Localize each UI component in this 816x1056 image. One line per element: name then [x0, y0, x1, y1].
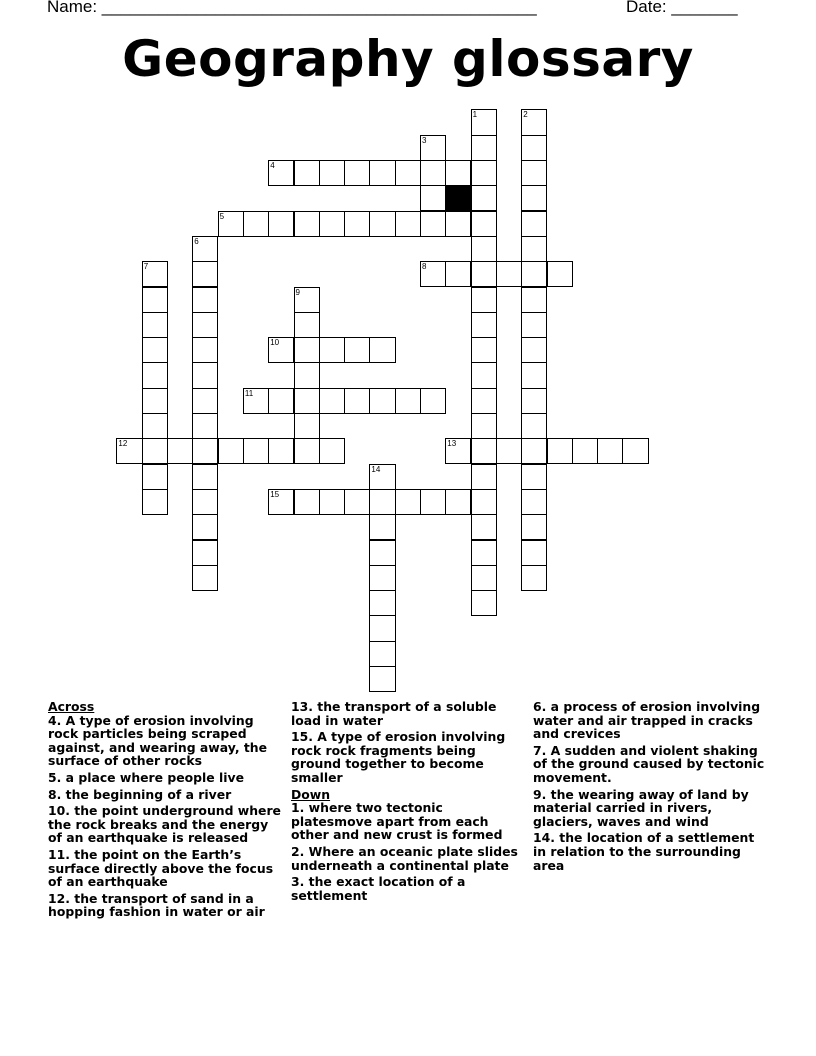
name-line[interactable]: Name: ______________________________________________	[47, 0, 537, 16]
clue-across-5	[48, 771, 284, 785]
grid-cell[interactable]	[369, 489, 395, 515]
grid-cell[interactable]	[344, 489, 370, 515]
cell-number: 9	[295, 287, 300, 297]
clue-across-10	[48, 804, 284, 845]
grid-cell[interactable]	[344, 211, 370, 237]
grid-cell[interactable]	[192, 438, 218, 464]
grid-cell[interactable]	[622, 438, 648, 464]
clue-down-3	[291, 875, 527, 902]
cell-number: 4	[270, 161, 275, 170]
clue-number: 5.	[48, 769, 62, 785]
clue-number: 12.	[48, 890, 70, 906]
clue-text: the location of a settlement in relation to the surrounding area	[533, 830, 755, 873]
grid-cell[interactable]	[471, 514, 497, 540]
grid-cell[interactable]	[471, 109, 497, 135]
grid-cell[interactable]	[344, 388, 370, 414]
grid-cell[interactable]	[319, 438, 345, 464]
clue-number: 3.	[291, 874, 305, 890]
grid-cell[interactable]	[192, 236, 218, 262]
grid-cell[interactable]	[294, 388, 320, 414]
grid-cell[interactable]	[445, 438, 471, 464]
cell-number: 6	[194, 236, 199, 246]
grid-cell[interactable]	[521, 109, 547, 135]
grid-cell[interactable]	[142, 287, 168, 313]
grid-cell[interactable]	[420, 388, 446, 414]
grid-cell[interactable]	[369, 514, 395, 540]
cell-number: 11	[244, 388, 254, 398]
grid-cell[interactable]	[521, 135, 547, 161]
grid-cell[interactable]	[369, 540, 395, 566]
grid-cell[interactable]	[294, 337, 320, 363]
grid-cell[interactable]	[471, 211, 497, 237]
grid-cell[interactable]	[420, 135, 446, 161]
grid-cell[interactable]	[395, 211, 421, 237]
grid-cell[interactable]	[192, 261, 218, 287]
grid-cell[interactable]	[142, 464, 168, 490]
grid-cell[interactable]	[369, 565, 395, 591]
grid-cell[interactable]	[294, 489, 320, 515]
clue-number: 10.	[48, 803, 70, 819]
clue-text: the point underground where the rock breaks and the energy of an earthquake is released	[48, 803, 281, 846]
grid-cell[interactable]	[369, 590, 395, 616]
cell-number: 15	[270, 489, 280, 499]
grid-cell[interactable]	[142, 261, 168, 287]
grid-cell[interactable]	[395, 489, 421, 515]
grid-cell[interactable]	[521, 261, 547, 287]
grid-cell[interactable]	[521, 413, 547, 439]
grid-cell[interactable]	[521, 236, 547, 262]
grid-cell[interactable]	[471, 287, 497, 313]
cell-number: 1	[472, 110, 478, 120]
clue-text: A sudden and violent shaking of the ground caused by tectonic movement.	[533, 742, 765, 785]
grid-cell[interactable]	[243, 388, 269, 414]
clue-down-2	[291, 845, 527, 872]
clue-across-13	[291, 700, 527, 727]
grid-cell[interactable]	[268, 211, 294, 237]
grid-cell[interactable]	[268, 438, 294, 464]
grid-cell[interactable]	[445, 211, 471, 237]
grid-cell[interactable]	[521, 337, 547, 363]
clue-across-4	[48, 714, 284, 768]
grid-cell[interactable]	[471, 236, 497, 262]
grid-cell[interactable]	[369, 615, 395, 641]
clue-across-8	[48, 788, 284, 802]
grid-cell[interactable]	[294, 160, 320, 186]
grid-cell[interactable]	[319, 160, 345, 186]
clue-across-11	[48, 848, 284, 889]
clues-column-3	[533, 700, 769, 875]
grid-cell[interactable]	[192, 464, 218, 490]
clue-text: A type of erosion involving rock rock fragments being ground together to become smaller	[291, 729, 506, 785]
grid-cell[interactable]	[243, 211, 269, 237]
grid-cell[interactable]	[369, 160, 395, 186]
clue-number: 15.	[291, 729, 313, 745]
clue-text: a process of erosion involving water and air trapped in cracks and crevices	[533, 699, 761, 742]
grid-cell[interactable]	[496, 438, 522, 464]
grid-cell[interactable]	[471, 362, 497, 388]
clue-number: 14.	[533, 830, 555, 846]
clues-column-2	[291, 700, 527, 905]
clue-number: 7.	[533, 742, 547, 758]
grid-cell[interactable]	[471, 337, 497, 363]
cell-number: 8	[422, 262, 427, 272]
grid-cell[interactable]	[192, 540, 218, 566]
grid-cell[interactable]	[268, 388, 294, 414]
grid-cell[interactable]	[521, 185, 547, 211]
grid-cell[interactable]	[471, 590, 497, 616]
grid-cell[interactable]	[369, 337, 395, 363]
grid-cell[interactable]	[344, 160, 370, 186]
clue-text: Where an oceanic plate slides underneath a continental plate	[291, 843, 518, 873]
grid-cell[interactable]	[521, 211, 547, 237]
grid-cell[interactable]	[319, 211, 345, 237]
grid-cell[interactable]	[142, 312, 168, 338]
grid-cell[interactable]	[192, 514, 218, 540]
grid-cell[interactable]	[268, 489, 294, 515]
cell-number: 14	[371, 464, 381, 474]
grid-cell[interactable]	[521, 160, 547, 186]
grid-cell[interactable]	[294, 413, 320, 439]
cell-number: 12	[118, 439, 128, 449]
grid-cell[interactable]	[471, 388, 497, 414]
clue-number: 8.	[48, 786, 62, 802]
clue-down-1	[291, 801, 527, 842]
grid-cell[interactable]	[445, 489, 471, 515]
grid-cell[interactable]	[192, 388, 218, 414]
grid-cell[interactable]	[369, 211, 395, 237]
cell-number: 13	[447, 439, 457, 449]
clues-column-1	[48, 700, 284, 922]
grid-cell[interactable]	[471, 261, 497, 287]
clue-number: 11.	[48, 846, 70, 862]
grid-cell[interactable]	[369, 388, 395, 414]
grid-cell[interactable]	[445, 160, 471, 186]
grid-cell[interactable]	[116, 438, 142, 464]
grid-cell[interactable]	[521, 464, 547, 490]
grid-cell[interactable]	[521, 514, 547, 540]
cell-number: 2	[523, 110, 528, 120]
cell-number: 5	[219, 211, 225, 221]
grid-cell[interactable]	[142, 362, 168, 388]
clue-down-6	[533, 700, 769, 741]
grid-cell[interactable]	[218, 211, 244, 237]
date-line[interactable]: Date: _______	[626, 0, 738, 16]
grid-cell[interactable]	[547, 261, 573, 287]
grid-cell[interactable]	[471, 312, 497, 338]
grid-cell[interactable]	[471, 489, 497, 515]
grid-cell[interactable]	[471, 185, 497, 211]
grid-cell[interactable]	[192, 413, 218, 439]
grid-cell[interactable]	[192, 362, 218, 388]
clue-text: where two tectonic platesmove apart from each other and new crust is formed	[291, 800, 503, 843]
grid-cell[interactable]	[167, 438, 193, 464]
grid-cell[interactable]	[268, 160, 294, 186]
grid-cell[interactable]	[420, 185, 446, 211]
grid-cell[interactable]	[218, 438, 244, 464]
clue-across-15	[291, 730, 527, 784]
grid-cell[interactable]	[344, 337, 370, 363]
clue-number: 6.	[533, 699, 547, 714]
black-cell	[445, 185, 471, 211]
grid-cell[interactable]	[521, 312, 547, 338]
clue-number: 4.	[48, 712, 62, 728]
grid-cell[interactable]	[142, 489, 168, 515]
clue-number: 9.	[533, 786, 547, 802]
clue-text: the transport of sand in a hopping fashion in water or air	[48, 890, 265, 920]
cell-number: 3	[422, 135, 427, 145]
clue-down-9	[533, 788, 769, 829]
grid-cell[interactable]	[294, 438, 320, 464]
grid-cell[interactable]	[142, 388, 168, 414]
grid-cell[interactable]	[243, 438, 269, 464]
grid-cell[interactable]	[471, 160, 497, 186]
grid-cell[interactable]	[142, 413, 168, 439]
grid-cell[interactable]	[471, 540, 497, 566]
grid-cell[interactable]	[521, 388, 547, 414]
grid-cell[interactable]	[192, 312, 218, 338]
grid-cell[interactable]	[496, 261, 522, 287]
grid-cell[interactable]	[294, 362, 320, 388]
grid-cell[interactable]	[268, 337, 294, 363]
grid-cell[interactable]	[294, 211, 320, 237]
clue-number: 13.	[291, 699, 313, 714]
grid-cell[interactable]	[420, 160, 446, 186]
cell-number: 7	[143, 262, 149, 272]
grid-cell[interactable]	[547, 438, 573, 464]
grid-cell[interactable]	[572, 438, 598, 464]
grid-cell[interactable]	[597, 438, 623, 464]
grid-cell[interactable]	[142, 337, 168, 363]
grid-cell[interactable]	[369, 641, 395, 667]
clue-across-12	[48, 892, 284, 919]
grid-cell[interactable]	[369, 464, 395, 490]
grid-cell[interactable]	[420, 261, 446, 287]
grid-cell[interactable]	[192, 489, 218, 515]
clue-text: the beginning of a river	[65, 786, 232, 802]
clue-number: 2.	[291, 843, 305, 859]
grid-cell[interactable]	[471, 135, 497, 161]
puzzle-title: Geography glossary	[122, 30, 694, 88]
clue-text: a place where people live	[65, 769, 244, 785]
grid-cell[interactable]	[192, 565, 218, 591]
grid-cell[interactable]	[319, 489, 345, 515]
down-heading: Down	[291, 786, 331, 802]
clue-down-7	[533, 744, 769, 785]
clue-number: 1.	[291, 800, 305, 816]
across-heading: Across	[48, 699, 95, 714]
grid-cell[interactable]	[521, 565, 547, 591]
grid-cell[interactable]	[369, 666, 395, 692]
grid-cell[interactable]	[521, 287, 547, 313]
grid-cell[interactable]	[420, 489, 446, 515]
grid-cell[interactable]	[521, 540, 547, 566]
grid-cell[interactable]	[142, 438, 168, 464]
clue-down-14	[533, 831, 769, 872]
clue-text: the point on the Earth’s surface directly above the focus of an earthquake	[48, 846, 274, 890]
grid-cell[interactable]	[471, 413, 497, 439]
grid-cell[interactable]	[521, 489, 547, 515]
clue-text: A type of erosion involving rock particles being scraped against, and wearing away, the surface of other rocks	[48, 712, 267, 769]
grid-cell[interactable]	[395, 160, 421, 186]
grid-cell[interactable]	[471, 565, 497, 591]
grid-cell[interactable]	[445, 261, 471, 287]
clue-text: the exact location of a settlement	[291, 874, 466, 903]
grid-cell[interactable]	[471, 438, 497, 464]
grid-cell[interactable]	[471, 464, 497, 490]
grid-cell[interactable]	[395, 388, 421, 414]
grid-cell[interactable]	[294, 287, 320, 313]
grid-cell[interactable]	[192, 337, 218, 363]
grid-cell[interactable]	[521, 362, 547, 388]
grid-cell[interactable]	[192, 287, 218, 313]
grid-cell[interactable]	[420, 211, 446, 237]
clue-text: the transport of a soluble load in water	[291, 699, 497, 728]
clue-text: the wearing away of land by material carried in rivers, glaciers, waves and wind	[533, 786, 749, 829]
grid-cell[interactable]	[294, 312, 320, 338]
grid-cell[interactable]	[319, 337, 345, 363]
grid-cell[interactable]	[521, 438, 547, 464]
cell-number: 10	[270, 338, 280, 348]
grid-cell[interactable]	[319, 388, 345, 414]
